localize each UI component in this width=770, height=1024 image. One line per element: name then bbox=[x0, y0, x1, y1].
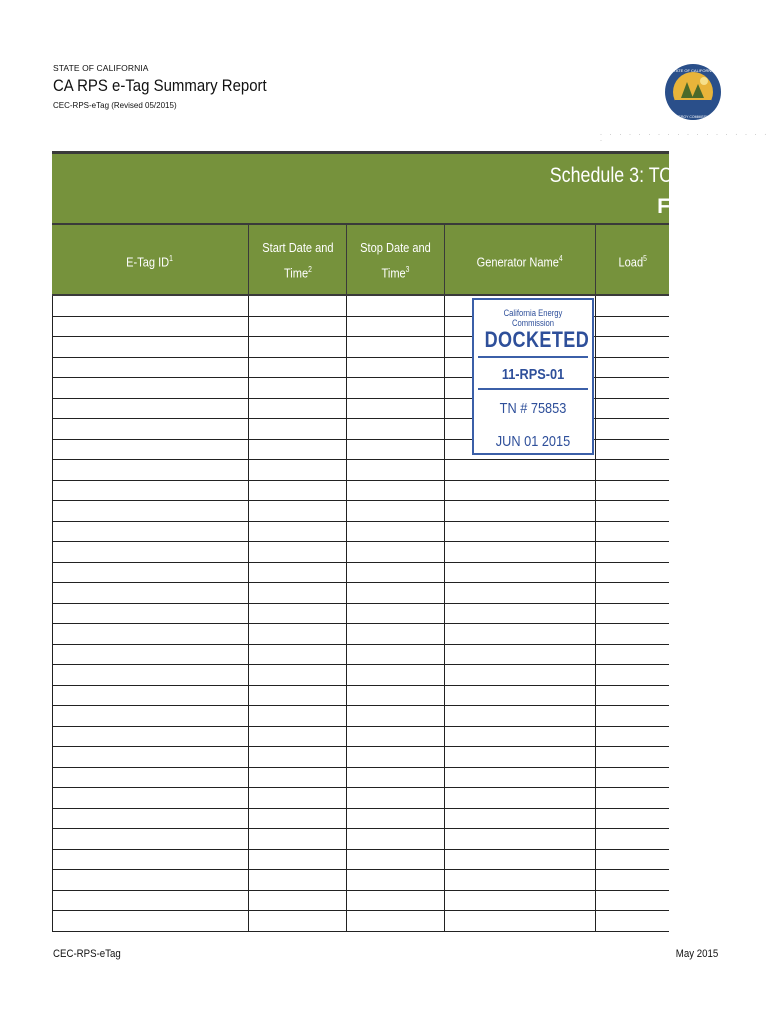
table-cell-stop-date[interactable] bbox=[347, 583, 445, 603]
table-cell-stop-date[interactable] bbox=[347, 522, 445, 542]
table-cell-start-date[interactable] bbox=[249, 481, 347, 501]
table-cell-generator-name[interactable] bbox=[445, 768, 596, 788]
table-cell-load[interactable] bbox=[596, 337, 669, 357]
table-cell-etag-id[interactable] bbox=[52, 419, 249, 439]
table-cell-start-date[interactable] bbox=[249, 788, 347, 808]
table-cell-generator-name[interactable] bbox=[445, 747, 596, 767]
table-cell-load[interactable] bbox=[596, 604, 669, 624]
stamp-divider bbox=[478, 356, 588, 358]
table-cell-generator-name[interactable] bbox=[445, 542, 596, 562]
table-cell-start-date[interactable] bbox=[249, 768, 347, 788]
table-cell-etag-id[interactable] bbox=[52, 706, 249, 726]
table-cell-load[interactable] bbox=[596, 378, 669, 398]
table-row bbox=[52, 911, 669, 932]
table-row bbox=[52, 645, 669, 666]
table-cell-start-date[interactable] bbox=[249, 747, 347, 767]
table-cell-generator-name[interactable] bbox=[445, 522, 596, 542]
table-cell-stop-date[interactable] bbox=[347, 747, 445, 767]
table-cell-load[interactable] bbox=[596, 911, 669, 931]
table-cell-stop-date[interactable] bbox=[347, 829, 445, 849]
california-energy-commission-seal-icon bbox=[662, 62, 724, 128]
table-row bbox=[52, 768, 669, 789]
table-cell-stop-date[interactable] bbox=[347, 911, 445, 931]
table-cell-start-date[interactable] bbox=[249, 378, 347, 398]
table-row bbox=[52, 604, 669, 625]
table-cell-load[interactable] bbox=[596, 686, 669, 706]
table-cell-stop-date[interactable] bbox=[347, 891, 445, 911]
table-cell-start-date[interactable] bbox=[249, 522, 347, 542]
table-row bbox=[52, 870, 669, 891]
table-cell-stop-date[interactable] bbox=[347, 809, 445, 829]
table-cell-start-date[interactable] bbox=[249, 870, 347, 890]
table-cell-generator-name[interactable] bbox=[445, 870, 596, 890]
table-cell-etag-id[interactable] bbox=[52, 501, 249, 521]
table-cell-stop-date[interactable] bbox=[347, 788, 445, 808]
table-cell-stop-date[interactable] bbox=[347, 296, 445, 316]
schedule-banner bbox=[52, 151, 673, 223]
column-header-load: Load$^5$ bbox=[618, 253, 647, 270]
table-cell-stop-date[interactable] bbox=[347, 358, 445, 378]
table-cell-generator-name[interactable] bbox=[445, 563, 596, 583]
table-cell-load[interactable] bbox=[596, 522, 669, 542]
table-row bbox=[52, 706, 669, 727]
column-header-start-date: Start Date and Time$^2$ bbox=[249, 225, 347, 296]
table-cell-load[interactable] bbox=[596, 501, 669, 521]
table-cell-start-date[interactable] bbox=[249, 727, 347, 747]
table-row bbox=[52, 788, 669, 809]
table-row bbox=[52, 481, 669, 502]
report-title: CA RPS e-Tag Summary Report bbox=[53, 76, 267, 95]
table-cell-load[interactable] bbox=[596, 481, 669, 501]
table-cell-stop-date[interactable] bbox=[347, 604, 445, 624]
table-cell-generator-name[interactable] bbox=[445, 706, 596, 726]
seal-text-bottom: ENERGY COMMISSION bbox=[673, 115, 713, 119]
table-cell-etag-id[interactable] bbox=[52, 747, 249, 767]
stamp-date: JUN 01 2015 bbox=[495, 433, 571, 450]
table-cell-generator-name[interactable] bbox=[445, 911, 596, 931]
table-cell-start-date[interactable] bbox=[249, 317, 347, 337]
table-cell-load[interactable] bbox=[596, 419, 669, 439]
schedule-title: Schedule 3: TO bbox=[549, 164, 673, 187]
table-cell-stop-date[interactable] bbox=[347, 727, 445, 747]
table-row bbox=[52, 727, 669, 748]
table-cell-generator-name[interactable] bbox=[445, 809, 596, 829]
table-cell-etag-id[interactable] bbox=[52, 317, 249, 337]
table-cell-load[interactable] bbox=[596, 747, 669, 767]
stamp-agency: California Energy Commission bbox=[503, 308, 563, 328]
table-cell-etag-id[interactable] bbox=[52, 870, 249, 890]
table-cell-start-date[interactable] bbox=[249, 624, 347, 644]
table-row bbox=[52, 583, 669, 604]
table-cell-generator-name[interactable] bbox=[445, 460, 596, 480]
table-cell-etag-id[interactable] bbox=[52, 481, 249, 501]
table-cell-start-date[interactable] bbox=[249, 829, 347, 849]
table-cell-etag-id[interactable] bbox=[52, 378, 249, 398]
table-cell-etag-id[interactable] bbox=[52, 665, 249, 685]
table-cell-start-date[interactable] bbox=[249, 911, 347, 931]
table-cell-stop-date[interactable] bbox=[347, 481, 445, 501]
table-row bbox=[52, 522, 669, 543]
table-cell-load[interactable] bbox=[596, 563, 669, 583]
table-cell-etag-id[interactable] bbox=[52, 911, 249, 931]
table-cell-stop-date[interactable] bbox=[347, 317, 445, 337]
table-cell-start-date[interactable] bbox=[249, 645, 347, 665]
table-cell-start-date[interactable] bbox=[249, 583, 347, 603]
table-cell-etag-id[interactable] bbox=[52, 460, 249, 480]
table-cell-stop-date[interactable] bbox=[347, 768, 445, 788]
table-cell-etag-id[interactable] bbox=[52, 604, 249, 624]
table-cell-etag-id[interactable] bbox=[52, 891, 249, 911]
column-header-etag-id: E-Tag $ID^1$ bbox=[52, 225, 249, 296]
table-cell-etag-id[interactable] bbox=[52, 829, 249, 849]
table-cell-generator-name[interactable] bbox=[445, 788, 596, 808]
table-cell-etag-id[interactable] bbox=[52, 522, 249, 542]
footer-form-id: CEC-RPS-eTag bbox=[53, 948, 121, 960]
table-cell-load[interactable] bbox=[596, 727, 669, 747]
table-row bbox=[52, 624, 669, 645]
table-row bbox=[52, 829, 669, 850]
table-cell-etag-id[interactable] bbox=[52, 399, 249, 419]
table-cell-stop-date[interactable] bbox=[347, 706, 445, 726]
table-cell-stop-date[interactable] bbox=[347, 501, 445, 521]
table-cell-etag-id[interactable] bbox=[52, 563, 249, 583]
table-cell-load[interactable] bbox=[596, 624, 669, 644]
table-cell-generator-name[interactable] bbox=[445, 850, 596, 870]
state-label: STATE OF CALIFORNIA bbox=[53, 63, 149, 73]
table-cell-stop-date[interactable] bbox=[347, 399, 445, 419]
table-cell-generator-name[interactable] bbox=[445, 481, 596, 501]
schedule-title-line2: F bbox=[657, 195, 670, 218]
table-row bbox=[52, 501, 669, 522]
table-cell-load[interactable] bbox=[596, 542, 669, 562]
table-cell-stop-date[interactable] bbox=[347, 460, 445, 480]
table-cell-load[interactable] bbox=[596, 891, 669, 911]
table-cell-etag-id[interactable] bbox=[52, 624, 249, 644]
table-cell-stop-date[interactable] bbox=[347, 645, 445, 665]
table-cell-generator-name[interactable] bbox=[445, 501, 596, 521]
table-cell-start-date[interactable] bbox=[249, 686, 347, 706]
table-cell-generator-name[interactable] bbox=[445, 583, 596, 603]
table-row bbox=[52, 809, 669, 830]
table-row bbox=[52, 665, 669, 686]
table-cell-etag-id[interactable] bbox=[52, 542, 249, 562]
table-cell-start-date[interactable] bbox=[249, 337, 347, 357]
column-header-row bbox=[52, 223, 669, 296]
table-row bbox=[52, 563, 669, 584]
table-cell-start-date[interactable] bbox=[249, 460, 347, 480]
seal-dotted-rule: · · · · · · · · · · · · · · · · · · · bbox=[600, 132, 770, 144]
table-cell-generator-name[interactable] bbox=[445, 829, 596, 849]
table-cell-load[interactable] bbox=[596, 645, 669, 665]
table-cell-etag-id[interactable] bbox=[52, 337, 249, 357]
table-cell-start-date[interactable] bbox=[249, 809, 347, 829]
table-cell-etag-id[interactable] bbox=[52, 727, 249, 747]
table-cell-load[interactable] bbox=[596, 768, 669, 788]
table-cell-load[interactable] bbox=[596, 296, 669, 316]
table-cell-load[interactable] bbox=[596, 706, 669, 726]
table-cell-load[interactable] bbox=[596, 665, 669, 685]
table-cell-load[interactable] bbox=[596, 870, 669, 890]
table-cell-stop-date[interactable] bbox=[347, 440, 445, 460]
table-cell-load[interactable] bbox=[596, 788, 669, 808]
table-cell-generator-name[interactable] bbox=[445, 665, 596, 685]
table-row bbox=[52, 850, 669, 871]
table-cell-load[interactable] bbox=[596, 440, 669, 460]
table-cell-stop-date[interactable] bbox=[347, 624, 445, 644]
table-cell-start-date[interactable] bbox=[249, 706, 347, 726]
stamp-tn-number: TN # 75853 bbox=[499, 400, 567, 417]
column-header-generator-name: Generator Name$^4$ bbox=[445, 225, 596, 296]
table-cell-etag-id[interactable] bbox=[52, 686, 249, 706]
table-cell-etag-id[interactable] bbox=[52, 768, 249, 788]
table-cell-load[interactable] bbox=[596, 809, 669, 829]
table-cell-generator-name[interactable] bbox=[445, 624, 596, 644]
table-cell-etag-id[interactable] bbox=[52, 440, 249, 460]
table-cell-etag-id[interactable] bbox=[52, 645, 249, 665]
table-cell-etag-id[interactable] bbox=[52, 788, 249, 808]
table-cell-stop-date[interactable] bbox=[347, 542, 445, 562]
table-cell-stop-date[interactable] bbox=[347, 665, 445, 685]
table-cell-stop-date[interactable] bbox=[347, 378, 445, 398]
table-cell-start-date[interactable] bbox=[249, 542, 347, 562]
stamp-divider bbox=[478, 388, 588, 390]
table-cell-start-date[interactable] bbox=[249, 399, 347, 419]
table-row bbox=[52, 460, 669, 481]
table-cell-start-date[interactable] bbox=[249, 440, 347, 460]
table-cell-etag-id[interactable] bbox=[52, 583, 249, 603]
footer-date: May 2015 bbox=[675, 948, 718, 960]
seal-text-top: STATE OF CALIFORNIA bbox=[670, 68, 716, 73]
table-cell-generator-name[interactable] bbox=[445, 891, 596, 911]
table-cell-start-date[interactable] bbox=[249, 891, 347, 911]
table-cell-generator-name[interactable] bbox=[445, 645, 596, 665]
table-row bbox=[52, 747, 669, 768]
table-cell-generator-name[interactable] bbox=[445, 604, 596, 624]
table-cell-start-date[interactable] bbox=[249, 358, 347, 378]
table-cell-start-date[interactable] bbox=[249, 665, 347, 685]
table-cell-load[interactable] bbox=[596, 399, 669, 419]
table-cell-start-date[interactable] bbox=[249, 419, 347, 439]
table-cell-start-date[interactable] bbox=[249, 563, 347, 583]
table-cell-start-date[interactable] bbox=[249, 501, 347, 521]
table-cell-generator-name[interactable] bbox=[445, 686, 596, 706]
table-cell-stop-date[interactable] bbox=[347, 419, 445, 439]
table-cell-load[interactable] bbox=[596, 460, 669, 480]
table-cell-load[interactable] bbox=[596, 829, 669, 849]
table-cell-load[interactable] bbox=[596, 583, 669, 603]
table-cell-load[interactable] bbox=[596, 358, 669, 378]
stamp-docket-number: 11-RPS-01 bbox=[501, 366, 565, 383]
table-cell-stop-date[interactable] bbox=[347, 870, 445, 890]
table-row bbox=[52, 542, 669, 563]
table-cell-stop-date[interactable] bbox=[347, 850, 445, 870]
table-cell-etag-id[interactable] bbox=[52, 296, 249, 316]
table-cell-start-date[interactable] bbox=[249, 604, 347, 624]
table-cell-etag-id[interactable] bbox=[52, 850, 249, 870]
table-cell-start-date[interactable] bbox=[249, 296, 347, 316]
docketed-stamp bbox=[472, 298, 594, 455]
table-row bbox=[52, 891, 669, 912]
table-cell-load[interactable] bbox=[596, 317, 669, 337]
table-cell-stop-date[interactable] bbox=[347, 337, 445, 357]
table-cell-etag-id[interactable] bbox=[52, 809, 249, 829]
table-cell-stop-date[interactable] bbox=[347, 686, 445, 706]
table-cell-etag-id[interactable] bbox=[52, 358, 249, 378]
table-cell-stop-date[interactable] bbox=[347, 563, 445, 583]
table-cell-load[interactable] bbox=[596, 850, 669, 870]
column-header-stop-date: Stop Date and Time$^3$ bbox=[347, 225, 445, 296]
table-row bbox=[52, 686, 669, 707]
form-id: CEC-RPS-eTag (Revised 05/2015) bbox=[53, 101, 177, 110]
table-cell-generator-name[interactable] bbox=[445, 727, 596, 747]
stamp-status: DOCKETED bbox=[484, 327, 590, 352]
table-cell-start-date[interactable] bbox=[249, 850, 347, 870]
